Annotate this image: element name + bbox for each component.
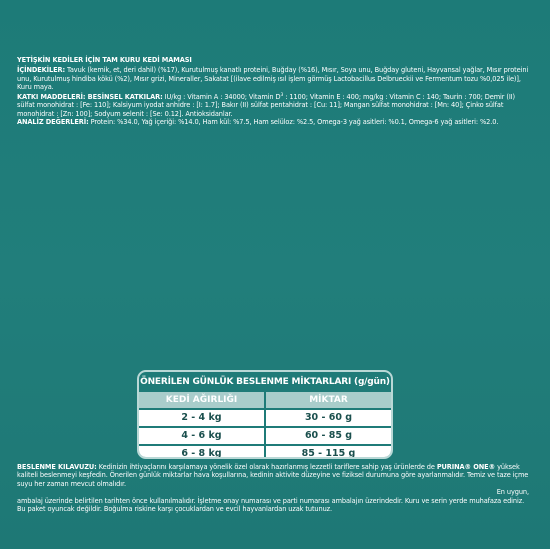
feeding-table-header bbox=[139, 392, 391, 408]
feeding-guide-paragraph bbox=[17, 463, 529, 488]
table-row bbox=[139, 426, 391, 444]
feeding-guide-label: BESLENME KILAVUZU: bbox=[17, 463, 97, 471]
feeding-table-title: ÖNERİLEN GÜNLÜK BESLENME MİKTARLARI (g/gün) bbox=[140, 377, 390, 387]
amount-cell: 30 - 60 g bbox=[304, 412, 353, 423]
additives-text-a: IU/kg : Vitamin A : 34000; Vitamin D bbox=[164, 92, 281, 101]
additives-paragraph bbox=[17, 92, 529, 118]
ingredients-label: İÇİNDEKİLER: bbox=[17, 66, 66, 75]
feeding-guide-text-b: yüksek kaliteli beslenmeyi keşfedin. Önerilen günlük miktarlar hava koşullarına, kedinin aktivite düzeyine ve fiziksel durumuna göre ayarlanmalıdır. Temiz ve taze içme suyu her zaman mevcut olmalıdır. bbox=[17, 463, 529, 488]
ingredients-paragraph bbox=[17, 66, 529, 91]
vitamin-d-subscript: 3 bbox=[280, 92, 284, 98]
table-row bbox=[139, 408, 391, 426]
analysis-paragraph bbox=[17, 118, 529, 126]
weight-cell: 6 - 8 kg bbox=[139, 446, 266, 459]
amount-cell: 60 - 85 g bbox=[304, 430, 353, 441]
ingredients-text: Tavuk (kemik, et, deri dahil) (%17), Kurutulmuş kanatlı proteini, Buğday (%16), Mısır, Soya unu, Buğday gluteni, Hayvansal yağlar, Mısır proteini unu, Kurutulmuş hindiba kökü (%2), Mısır grizi, Mineraller, Sakatat [(ilave edilmiş ısıl işlem görmüş Lactobacillus Delbrueckii ve Fermentum tozu %0,025 ile)], Kuru maya. bbox=[17, 66, 529, 92]
analysis-text: Protein: %34.0, Yağ içeriği: %14.0, Ham kül: %7.5, Ham selüloz: %2.5, Omega-3 yağ asitleri: %0.1, Omega-6 yağ asitleri: %2.0. bbox=[90, 118, 499, 127]
table-row bbox=[139, 444, 391, 459]
composition-section bbox=[17, 56, 529, 126]
additives-label: KATKI MADDELERİ: BESİNSEL KATKILAR: bbox=[17, 92, 163, 101]
column-header-amount: MİKTAR bbox=[309, 395, 348, 405]
column-header-weight: KEDİ AĞIRLIĞI bbox=[139, 392, 266, 408]
feeding-guide-section bbox=[17, 463, 529, 513]
weight-cell: 4 - 6 kg bbox=[139, 428, 266, 444]
feeding-table bbox=[137, 370, 393, 459]
amount-cell: 85 - 115 g bbox=[301, 448, 356, 459]
feeding-guide-text-a: Kedinizin ihtiyaçlarını karşılamaya yönelik özel olarak hazırlanmış lezzetli tariflere sahip yaş ürünlerde de bbox=[98, 463, 437, 471]
weight-cell: 2 - 4 kg bbox=[139, 410, 266, 426]
brand-name: PURINA® ONE® bbox=[436, 463, 496, 471]
additives-text-b: : 1100; Vitamin E : 400; mg/kg : Vitamin C : 140; Taurin : 700; Demir (II) sülfat monohidrat : [Fe: 110]; Kalsiyum iyodat anhidre : [I: 1.7]; Bakır (II) sülfat pentahidrat : [Cu: 11]; Mangan sülfat monohidrat : [Mn: 40]; Çinko sülfat monohidrat : [Zn: 100]; Sodyum selenit : [Se: 0.12]. Antioksidanlar. bbox=[17, 92, 515, 118]
feeding-guide-right-note: En uygun, bbox=[496, 488, 529, 497]
storage-paragraph: ambalaj üzerinde belirtilen tarihten önce kullanılmalıdır. İşletme onay numarası ve parti numarası ambalajın üzerindedir. Kuru ve serin yerde muhafaza ediniz. Bu paket oyuncak değildir. Boğulma riskine karşı çocuklardan ve evcil hayvanlardan uzak tutunuz. bbox=[17, 496, 525, 514]
analysis-label: ANALİZ DEĞERLERİ: bbox=[17, 118, 89, 127]
product-title: YETİŞKİN KEDİLER İÇİN TAM KURU KEDİ MAMASI bbox=[17, 56, 192, 64]
